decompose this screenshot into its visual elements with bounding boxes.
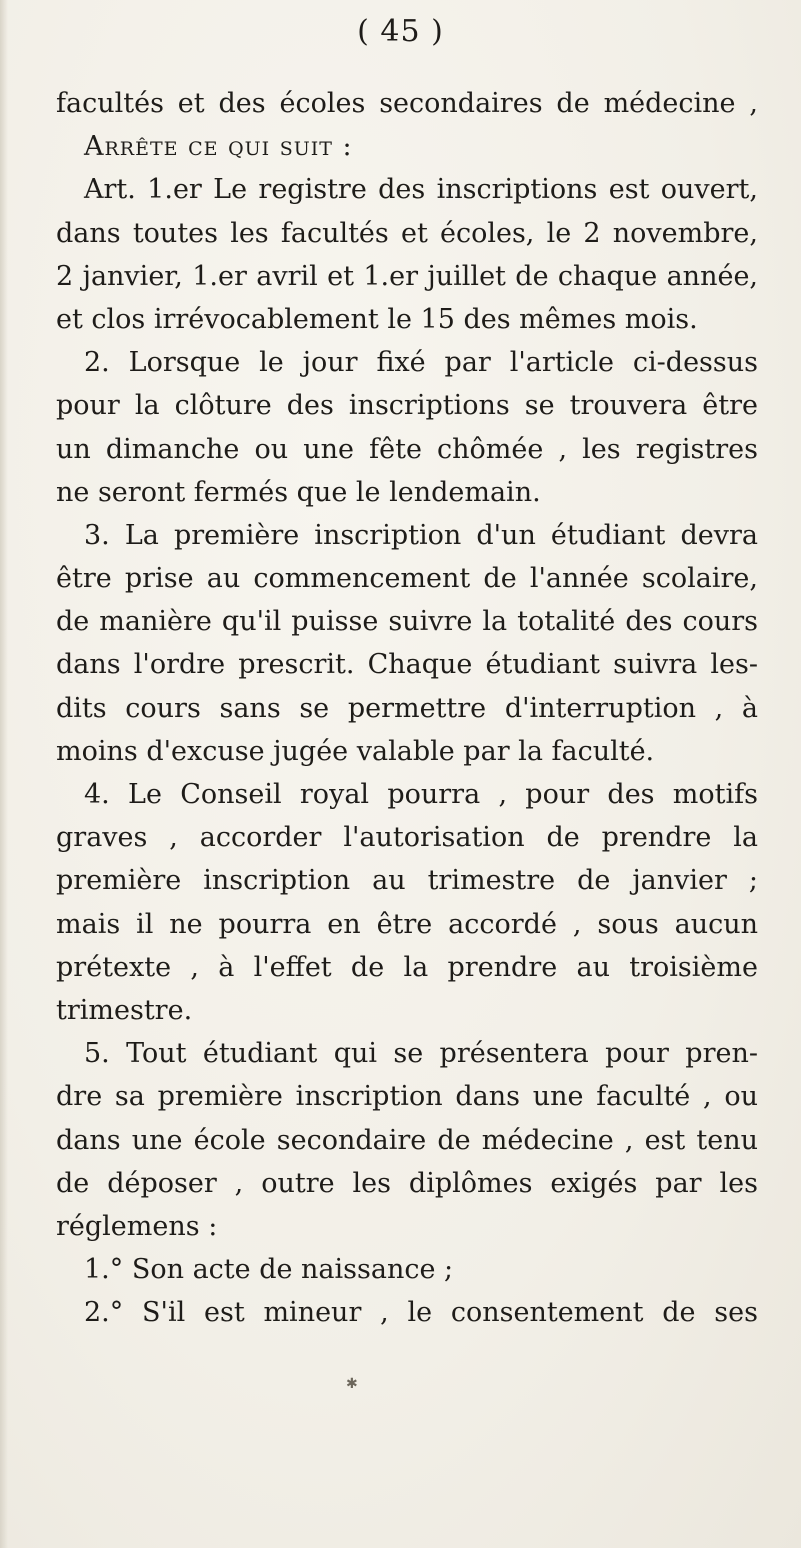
- text-line-10: ne seront fermés que le lendemain.: [56, 476, 541, 508]
- text-line-14: dans l'ordre prescrit. Chaque étudiant suivra les-: [56, 649, 758, 681]
- text-line-27: réglemens :: [56, 1210, 218, 1242]
- text-line-22: trimestre.: [56, 994, 193, 1026]
- text-line-25: dans une école secondaire de médecine , est tenu: [56, 1124, 758, 1156]
- text-line-4: dans toutes les facultés et écoles, le 2 novembre,: [56, 217, 758, 249]
- text-line-13: de manière qu'il puisse suivre la totalité des cours: [56, 606, 758, 638]
- article-4-line: 4. Le Conseil royal pourra , pour des motifs: [84, 779, 758, 810]
- page-number: ( 45 ): [357, 14, 444, 49]
- article-5-line: 5. Tout étudiant qui se présentera pour pren-: [84, 1038, 758, 1070]
- page-edge-shadow: [0, 0, 8, 1548]
- text-line-20: mais il ne pourra en être accordé , sous aucun: [56, 908, 758, 940]
- text-line-15: dits cours sans se permettre d'interruption , à: [56, 692, 758, 724]
- text-line-16: moins d'excuse jugée valable par la faculté.: [56, 735, 655, 767]
- article-1-heading-line: Art. 1.er Le registre des inscriptions est ouvert,: [84, 174, 758, 206]
- ink-speck: ✱: [346, 1376, 358, 1392]
- text-line-19: première inscription au trimestre de janvier ;: [56, 865, 758, 897]
- text-line-18: graves , accorder l'autorisation de prendre la: [56, 822, 758, 854]
- text-line-1: facultés et des écoles secondaires de médecine ,: [56, 88, 758, 119]
- text-line-6: et clos irrévocablement le 15 des mêmes mois.: [56, 303, 698, 335]
- text-line-26: de déposer , outre les diplômes exigés par les: [56, 1167, 758, 1199]
- article-2-line: 2. Lorsque le jour fixé par l'article ci-dessus: [84, 347, 758, 379]
- text-line-8: pour la clôture des inscriptions se trouvera être: [56, 390, 758, 422]
- text-line-9: un dimanche ou une fête chômée , les registres: [56, 433, 758, 465]
- text-line-12: être prise au commencement de l'année scolaire,: [56, 563, 758, 595]
- article-3-line: 3. La première inscription d'un étudiant devra: [84, 519, 758, 551]
- list-item-2: 2.° S'il est mineur , le consentement de ses: [84, 1297, 758, 1329]
- text-line-24: dre sa première inscription dans une faculté , ou: [56, 1081, 758, 1113]
- text-line-2-arrete: Arrête ce qui suit :: [84, 131, 353, 163]
- text-line-21: prétexte , à l'effet de la prendre au troisième: [56, 951, 758, 983]
- text-line-5: 2 janvier, 1.er avril et 1.er juillet de chaque année,: [56, 260, 758, 292]
- list-item-1: 1.° Son acte de naissance ;: [84, 1254, 454, 1286]
- body-text: [56, 82, 758, 1334]
